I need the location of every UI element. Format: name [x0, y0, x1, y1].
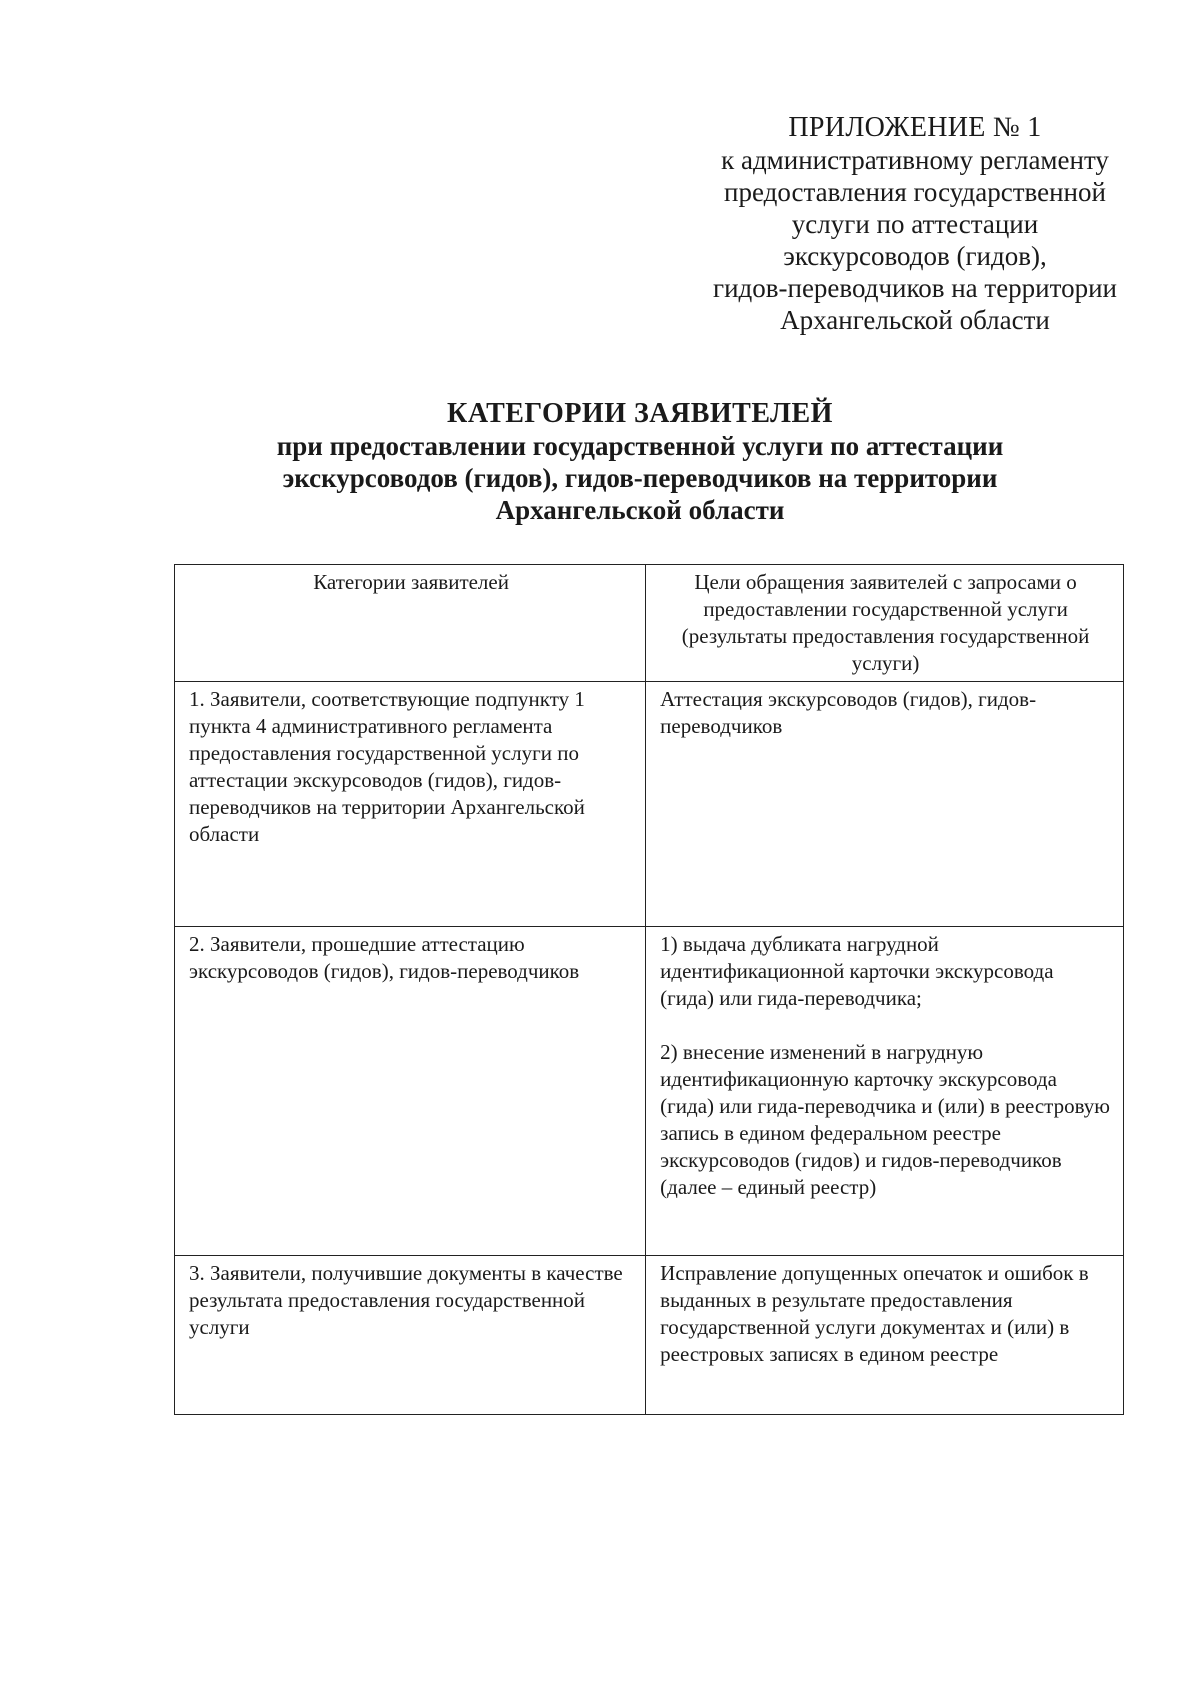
applicant-categories-table — [174, 564, 1124, 1415]
goal-text: Исправление допущенных опечаток и ошибок в выданных в результате предоставления государственной услуги документах и (или) в реестровых записях в едином реестре — [660, 1261, 1089, 1366]
table-row — [175, 1256, 1124, 1415]
header-goals: Цели обращения заявителей с запросами о предоставлении государственной услуги (результаты предоставления государственной услуги) — [646, 565, 1124, 682]
annex-line: гидов-переводчиков на территории — [713, 273, 1117, 303]
category-cell — [175, 927, 646, 1256]
annex-line: предоставления государственной — [724, 177, 1106, 207]
category-text: 1. Заявители, соответствующие подпункту 1 пункта 4 административного регламента предоставления государственной услуги по аттестации экскурсоводов (гидов), гидов-переводчиков на территории Архангельской области — [189, 687, 585, 846]
category-cell — [175, 1256, 646, 1415]
goals-cell — [646, 927, 1124, 1256]
goal-text: 1) выдача дубликата нагрудной идентификационной карточки экскурсовода (гида) или гида-переводчика; — [660, 932, 1054, 1010]
goal-text: Аттестация экскурсоводов (гидов), гидов-переводчиков — [660, 687, 1037, 738]
goals-cell — [646, 682, 1124, 927]
annex-line: Архангельской области — [780, 305, 1050, 335]
annex-line: экскурсоводов (гидов), — [783, 241, 1047, 271]
subtitle-line: Архангельской области — [495, 495, 785, 525]
annex-line: услуги по аттестации — [791, 209, 1039, 239]
category-text: 3. Заявители, получившие документы в качестве результата предоставления государственной услуги — [189, 1261, 623, 1339]
subtitle-line: при предоставлении государственной услуги по аттестации — [276, 431, 1004, 461]
goal-text: 2) внесение изменений в нагрудную идентификационную карточку экскурсовода (гида) или гида-переводчика и (или) в реестровую запись в едином федеральном реестре экскурсоводов (гидов) и гидов-переводчиков (далее – единый реестр) — [660, 1040, 1110, 1199]
table-row — [175, 682, 1124, 927]
goals-cell — [646, 1256, 1124, 1415]
subtitle-line: экскурсоводов (гидов), гидов-переводчиков на территории — [282, 463, 998, 493]
page-title: КАТЕГОРИИ ЗАЯВИТЕЛЕЙ — [447, 398, 833, 429]
category-cell — [175, 682, 646, 927]
document-heading — [150, 398, 1130, 526]
annex-line: к административному регламенту — [721, 145, 1109, 175]
header-categories: Категории заявителей — [175, 565, 646, 682]
annex-block — [680, 112, 1150, 336]
table-header-row — [175, 565, 1124, 682]
table-row — [175, 927, 1124, 1256]
category-text: 2. Заявители, прошедшие аттестацию экскурсоводов (гидов), гидов-переводчиков — [189, 932, 580, 983]
annex-title: ПРИЛОЖЕНИЕ № 1 — [788, 112, 1042, 143]
